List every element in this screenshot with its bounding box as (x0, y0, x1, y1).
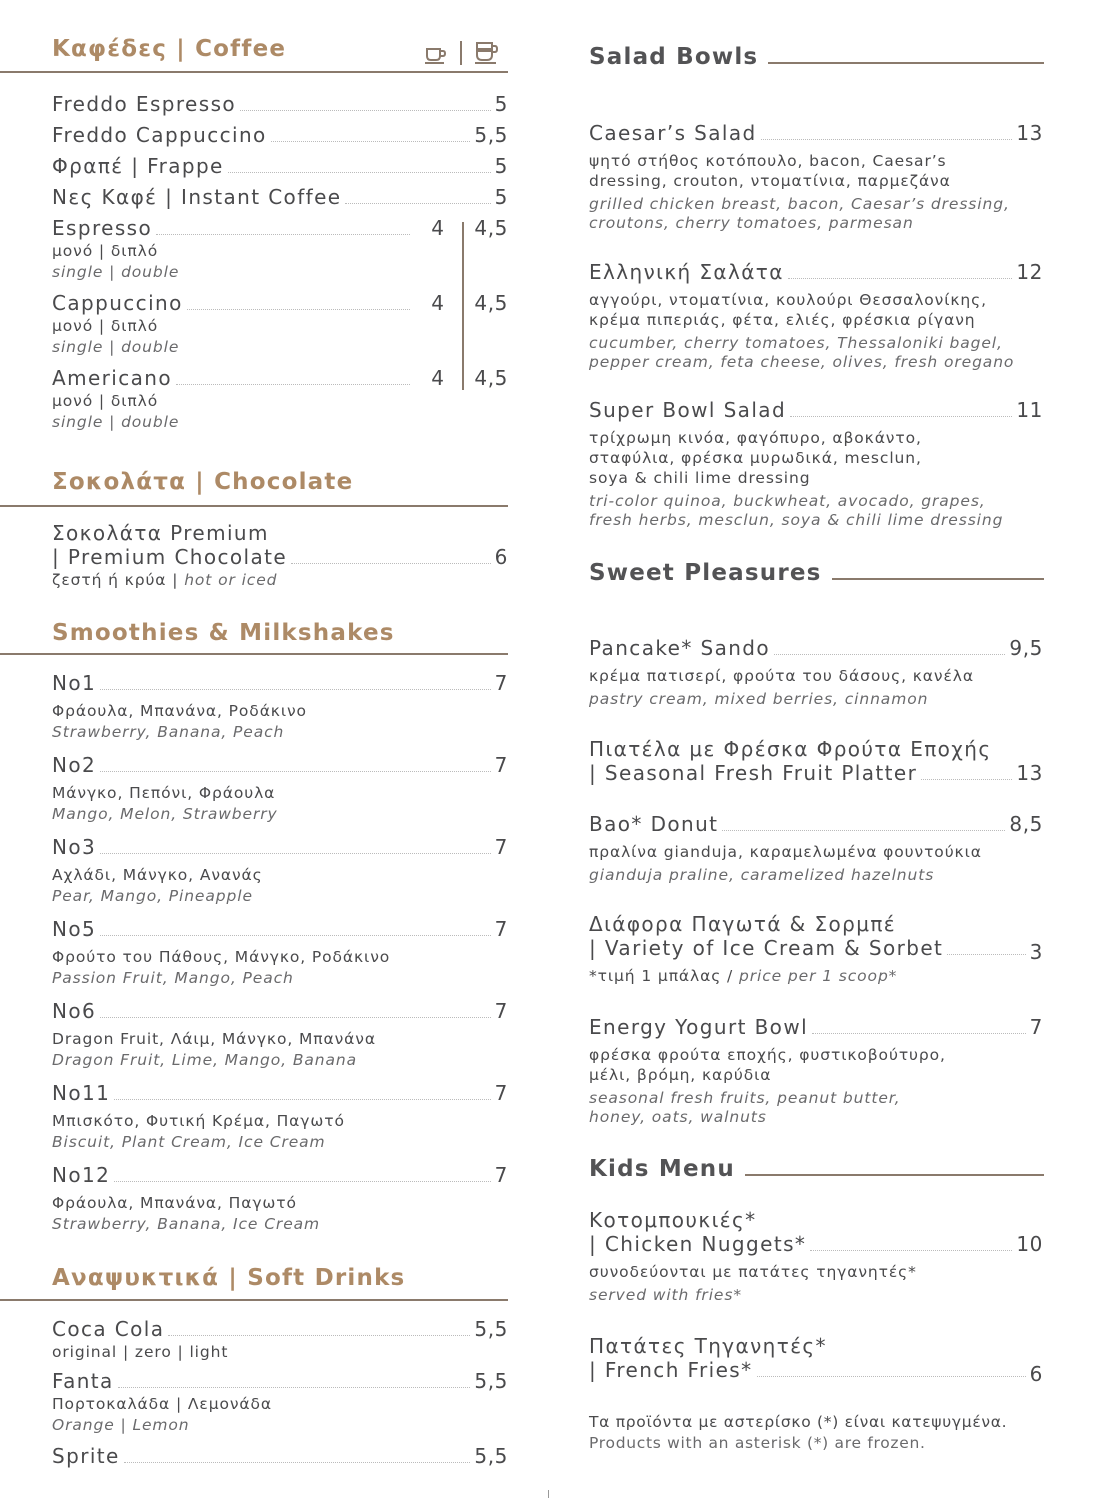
item-desc-gr: Dragon Fruit, Λάιμ, Μάνγκο, Μπανάνα (52, 1030, 376, 1048)
menu-item (52, 521, 508, 590)
item-price: 5 (494, 185, 508, 209)
item-name-line1: Πατάτες Τηγανητές* (589, 1334, 827, 1358)
leader-dots (774, 654, 1005, 655)
leader-dots (100, 771, 491, 772)
item-name: Ελληνική Σαλάτα (589, 260, 784, 284)
item-desc-en: Mango, Melon, Strawberry (52, 805, 278, 823)
leader-dots (761, 139, 1013, 140)
menu-item (52, 1444, 508, 1468)
item-name: Coca Cola (52, 1317, 165, 1341)
leader-dots (271, 141, 471, 142)
item-desc-gr: Πορτοκαλάδα | Λεμονάδα (52, 1395, 273, 1413)
menu-item (52, 835, 508, 906)
menu-item (589, 812, 1043, 885)
dual-price-item (52, 291, 508, 357)
cup-icons (424, 40, 500, 66)
price-double: 4,5 (474, 291, 508, 315)
menu-item (589, 398, 1043, 530)
item-desc-en: seasonal fresh fruits, peanut butter, honey, oats, walnuts (589, 1089, 901, 1126)
kids-rule (745, 1174, 1044, 1176)
footnote (589, 1412, 1007, 1454)
item-desc-gr: ψητό στήθος κοτόπουλο, bacon, Caesar’s dressing, crouton, ντοματίνια, παρμεζάνα (589, 152, 951, 190)
page-fold-mark (548, 1490, 549, 1498)
leader-dots (345, 203, 490, 204)
footnote-gr: Τα προϊόντα με αστερίσκο (*) είναι κατεψυγμένα. (589, 1413, 1008, 1431)
item-desc-gr: Αχλάδι, Μάνγκο, Ανανάς (52, 866, 263, 884)
item-desc-en: Pear, Mango, Pineapple (52, 887, 253, 905)
item-desc-en: Biscuit, Plant Cream, Ice Cream (52, 1133, 326, 1151)
chocolate-rule (0, 505, 508, 507)
menu-item (589, 121, 1043, 233)
left-column (0, 0, 530, 1500)
item-price: 7 (494, 999, 508, 1023)
price-single: 4 (431, 291, 444, 315)
item-price: 7 (494, 835, 508, 859)
item-price: 6 (1029, 1362, 1043, 1386)
menu-item (52, 154, 508, 178)
kids-section-header (589, 1156, 1044, 1182)
item-name: Φραπέ | Frappe (52, 154, 224, 178)
item-price: 5,5 (474, 1317, 508, 1341)
item-name: Νες Καφέ | Instant Coffee (52, 185, 342, 209)
salad-rule (768, 62, 1044, 64)
leader-dots (228, 172, 491, 173)
item-desc-en: tri-color quinoa, buckwheat, avocado, grapes, fresh herbs, mesclun, soya & chili lime dressing (589, 492, 1004, 529)
item-desc-en: single | double (52, 413, 180, 431)
item-name: No5 (52, 917, 97, 941)
item-desc-gr: κρέμα πατισερί, φρούτα του δάσους, κανέλα (589, 667, 974, 685)
leader-dots (114, 1181, 490, 1182)
dual-price-item (52, 366, 508, 432)
menu-item (589, 912, 1043, 986)
item-price: 5,5 (474, 123, 508, 147)
item-price: 7 (494, 1163, 508, 1187)
item-desc-en: Orange | Lemon (52, 1416, 190, 1434)
double-cup-icon (474, 40, 500, 66)
menu-item (52, 999, 508, 1070)
item-desc-en: pastry cream, mixed berries, cinnamon (589, 690, 929, 708)
leader-dots (100, 853, 491, 854)
salad-section-title: Salad Bowls (589, 44, 759, 70)
smoothies-section-title: Smoothies & Milkshakes (52, 620, 395, 646)
item-desc-en: Strawberry, Banana, Peach (52, 723, 285, 741)
item-name: Pancake* Sando (589, 636, 771, 660)
item-name: Espresso (52, 216, 153, 240)
leader-dots (812, 1033, 1026, 1034)
menu-item (52, 1163, 508, 1234)
sweet-section-title: Sweet Pleasures (589, 560, 822, 586)
item-desc-gr: Φράουλα, Μπανάνα, Παγωτό (52, 1194, 297, 1212)
item-price: 13 (1016, 761, 1043, 785)
item-desc-gr: Μπισκότο, Φυτική Κρέμα, Παγωτό (52, 1112, 345, 1130)
footnote-en: Products with an asterisk (*) are frozen. (589, 1434, 926, 1452)
leader-dots (757, 1376, 1026, 1377)
leader-dots (100, 1017, 491, 1018)
menu-item (52, 1369, 508, 1435)
item-variants: original | zero | light (52, 1343, 229, 1361)
price-single: 4 (431, 366, 444, 390)
item-name-line2: | French Fries* (589, 1358, 753, 1382)
menu-item (589, 260, 1043, 372)
item-desc-en: grilled chicken breast, bacon, Caesar’s dressing, croutons, cherry tomatoes, parmesan (589, 195, 1010, 232)
menu-item (52, 671, 508, 742)
item-desc-gr: τρίχρωμη κινόα, φαγόπυρο, αβοκάντο, σταφύλια, φρέσκα μυρωδικά, mesclun, soya & chili lime dressing (589, 429, 922, 487)
item-price: 8,5 (1009, 812, 1043, 836)
item-name: Energy Yogurt Bowl (589, 1015, 809, 1039)
item-name-line1: Σοκολάτα Premium (52, 521, 269, 545)
sweet-rule (832, 578, 1044, 580)
item-price: 7 (494, 1081, 508, 1105)
item-name: Freddo Cappuccino (52, 123, 267, 147)
leader-dots (124, 1462, 471, 1463)
menu-item (52, 123, 508, 147)
item-name-line2: | Variety of Ice Cream & Sorbet (589, 936, 944, 960)
item-name: Fanta (52, 1369, 114, 1393)
dual-price-item (52, 216, 508, 282)
menu-item (52, 753, 508, 824)
item-name: No6 (52, 999, 97, 1023)
item-name: No11 (52, 1081, 111, 1105)
menu-item (589, 636, 1043, 709)
item-desc-gr: φρέσκα φρούτα εποχής, φυστικοβούτυρο, μέλι, βρόμη, καρύδια (589, 1046, 946, 1084)
item-name: Super Bowl Salad (589, 398, 787, 422)
item-price: 11 (1016, 398, 1043, 422)
item-name-line2: | Chicken Nuggets* (589, 1232, 807, 1256)
menu-item (589, 1208, 1043, 1305)
item-name: Americano (52, 366, 173, 390)
item-desc-gr: μονό | διπλό (52, 392, 159, 410)
item-desc-gr: Φρούτο του Πάθους, Μάνγκο, Ροδάκινο (52, 948, 391, 966)
item-name: No1 (52, 671, 97, 695)
item-desc-gr: Μάνγκο, Πεπόνι, Φράουλα (52, 784, 276, 802)
leader-dots (790, 416, 1012, 417)
item-desc-en: Strawberry, Banana, Ice Cream (52, 1215, 321, 1233)
leader-dots (810, 1250, 1012, 1251)
item-price: 6 (494, 545, 508, 569)
item-desc-en: single | double (52, 338, 180, 356)
leader-dots (100, 689, 491, 690)
item-price: 7 (494, 917, 508, 941)
menu-item (589, 1334, 1043, 1386)
item-desc-en: hot or iced (184, 571, 278, 589)
item-price: 10 (1016, 1232, 1043, 1256)
item-desc-gr: συνοδεύονται με πατάτες τηγανητές* (589, 1263, 917, 1281)
item-note-gr: *τιμή 1 μπάλας / (589, 967, 740, 985)
leader-dots (176, 384, 410, 385)
item-name: Caesar’s Salad (589, 121, 757, 145)
item-price: 5,5 (474, 1369, 508, 1393)
menu-item (52, 1317, 508, 1362)
item-price: 5 (494, 92, 508, 116)
leader-dots (114, 1099, 490, 1100)
item-name-line2: | Premium Chocolate (52, 545, 288, 569)
item-price: 12 (1016, 260, 1043, 284)
item-price: 13 (1016, 121, 1043, 145)
right-column (589, 0, 1059, 1500)
price-single: 4 (431, 216, 444, 240)
item-price: 9,5 (1009, 636, 1043, 660)
item-price: 7 (1029, 1015, 1043, 1039)
item-note-en: price per 1 scoop* (739, 967, 898, 985)
cup-divider (460, 41, 462, 65)
leader-dots (788, 278, 1013, 279)
menu-item (52, 1081, 508, 1152)
item-desc-en: Passion Fruit, Mango, Peach (52, 969, 294, 987)
leader-dots (722, 830, 1005, 831)
item-name: Sprite (52, 1444, 120, 1468)
soft-drinks-rule (0, 1299, 508, 1301)
chocolate-section-title: Σοκολάτα | Chocolate (52, 469, 354, 495)
leader-dots (921, 779, 1012, 780)
price-double: 4,5 (474, 216, 508, 240)
item-desc-en: single | double (52, 263, 180, 281)
leader-dots (156, 234, 410, 235)
kids-section-title: Kids Menu (589, 1156, 735, 1182)
item-name-line1: Πιατέλα με Φρέσκα Φρούτα Εποχής (589, 737, 992, 761)
item-price: 5 (494, 154, 508, 178)
leader-dots (187, 309, 410, 310)
coffee-section-title: Καφέδες | Coffee (52, 36, 287, 62)
item-price: 7 (494, 753, 508, 777)
item-desc-gr: πραλίνα gianduja, καραμελωμένα φουντούκια (589, 843, 982, 861)
menu-item (52, 917, 508, 988)
item-desc-gr: Φράουλα, Μπανάνα, Ροδάκινο (52, 702, 307, 720)
single-cup-icon (424, 41, 448, 65)
item-desc-gr: ζεστή ή κρύα | (52, 571, 185, 589)
leader-dots (118, 1387, 471, 1388)
soft-drinks-section-title: Αναψυκτικά | Soft Drinks (52, 1265, 406, 1291)
item-name: Bao* Donut (589, 812, 719, 836)
menu-item (52, 185, 508, 209)
leader-dots (240, 110, 491, 111)
item-desc-gr: μονό | διπλό (52, 317, 159, 335)
item-price: 3 (1029, 940, 1043, 964)
sweet-section-header (589, 560, 1044, 586)
menu-item (589, 1015, 1043, 1127)
item-name-line2: | Seasonal Fresh Fruit Platter (589, 761, 918, 785)
item-price: 7 (494, 671, 508, 695)
item-desc-en: served with fries* (589, 1286, 742, 1304)
item-desc-gr: αγγούρι, ντοματίνια, κουλούρι Θεσσαλονίκης, κρέμα πιπεριάς, φέτα, ελιές, φρέσκια ρίγανη (589, 291, 987, 329)
item-name: No3 (52, 835, 97, 859)
item-desc-gr: μονό | διπλό (52, 242, 159, 260)
item-price: 5,5 (474, 1444, 508, 1468)
menu-item (52, 92, 508, 116)
coffee-rule (0, 71, 508, 73)
leader-dots (291, 563, 491, 564)
item-name-line1: Διάφορα Παγωτά & Σορμπέ (589, 912, 896, 936)
item-name: No2 (52, 753, 97, 777)
item-name: Cappuccino (52, 291, 183, 315)
menu-item (589, 737, 1043, 785)
smoothies-rule (0, 653, 508, 655)
salad-section-header (589, 44, 1044, 70)
item-name-line1: Κοτομπουκιές* (589, 1208, 757, 1232)
item-desc-en: cucumber, cherry tomatoes, Thessaloniki bagel, pepper cream, feta cheese, olives, fresh oregano (589, 334, 1015, 371)
item-desc-en: Dragon Fruit, Lime, Mango, Banana (52, 1051, 358, 1069)
leader-dots (100, 935, 491, 936)
item-desc-en: gianduja praline, caramelized hazelnuts (589, 866, 935, 884)
leader-dots (947, 954, 1025, 955)
leader-dots (168, 1335, 470, 1336)
item-name: Freddo Espresso (52, 92, 237, 116)
item-name: No12 (52, 1163, 111, 1187)
price-double: 4,5 (474, 366, 508, 390)
